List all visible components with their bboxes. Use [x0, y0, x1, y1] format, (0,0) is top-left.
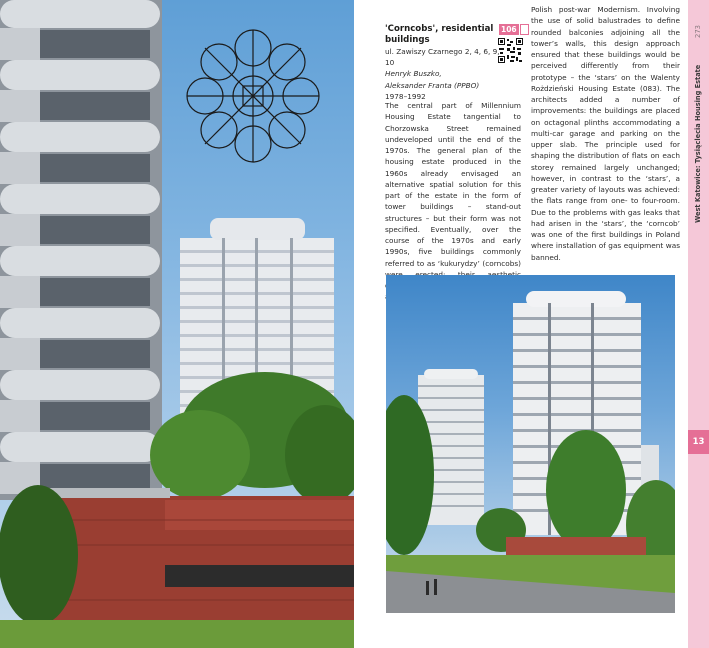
entry-title: 'Corncobs', residential buildings [385, 24, 494, 45]
left-page-photo [0, 0, 354, 648]
running-head: West Katowice: Tysiąclecia Housing Estate [694, 64, 702, 223]
corncob-towers-photo [386, 275, 675, 613]
page-number: 273 [694, 25, 702, 39]
entry-address: ul. Zawiszy Czarnego 2, 4, 6, 9, 10 [385, 47, 500, 68]
entry-details [385, 46, 500, 102]
floor-plan-icon [183, 26, 323, 166]
entry-architect-1: Henryk Buszko, [385, 69, 442, 79]
towers-photo-image [386, 275, 675, 613]
body-column-1: The central part of Millennium Housing Estate tangential to Chorzowska Street remained undeveloped until the end of the 1970s. The general plan of the housing estate produced in the 1960s already envisaged an alternative spatial solution for this part of the estate in the form of tower buildings – stand-out structures – but their form was not specified. Eventually, over the course of the 1970s and early 1990s, five buildings commonly referred to as ‘kukurydzy’ (corncobs) [385, 101, 521, 268]
entry-number: 106 [501, 25, 517, 34]
entry-architect-2: Aleksander Franta (PPBO) [385, 80, 480, 90]
section-tab[interactable]: 13 [688, 430, 709, 454]
entry-years: 1978–1992 [385, 91, 426, 101]
body-column-2: Polish post-war Modernism. Involving the use of solid balustrades to define rounded balconies adjoining all the tower’s walls, this design approach ensured that these buildings would be perceived differently from their prototype – the ‘stars’ on the Walenty Rożdzieński Housing Estate (083). The architects added a number of improvements: the buildings are placed on octagonal plinths accommodating a multi-car garage and parking on the upper slab. The principle used for shaping the distribution of flats on each storey remained largely unchanged; however, in contrast to the ‘stars’, a greater variety of layouts was achieved: the flats range from one- to four-room. Due to the problems with gas leaks that had arisen in the ‘stars’, the ‘corncob’ was one of the first buildings in Poland where installation of gas equipment was banned. [531, 5, 680, 262]
qr-code-icon[interactable] [498, 38, 523, 63]
entry-badge [499, 24, 529, 35]
map-marker-icon [520, 24, 529, 35]
